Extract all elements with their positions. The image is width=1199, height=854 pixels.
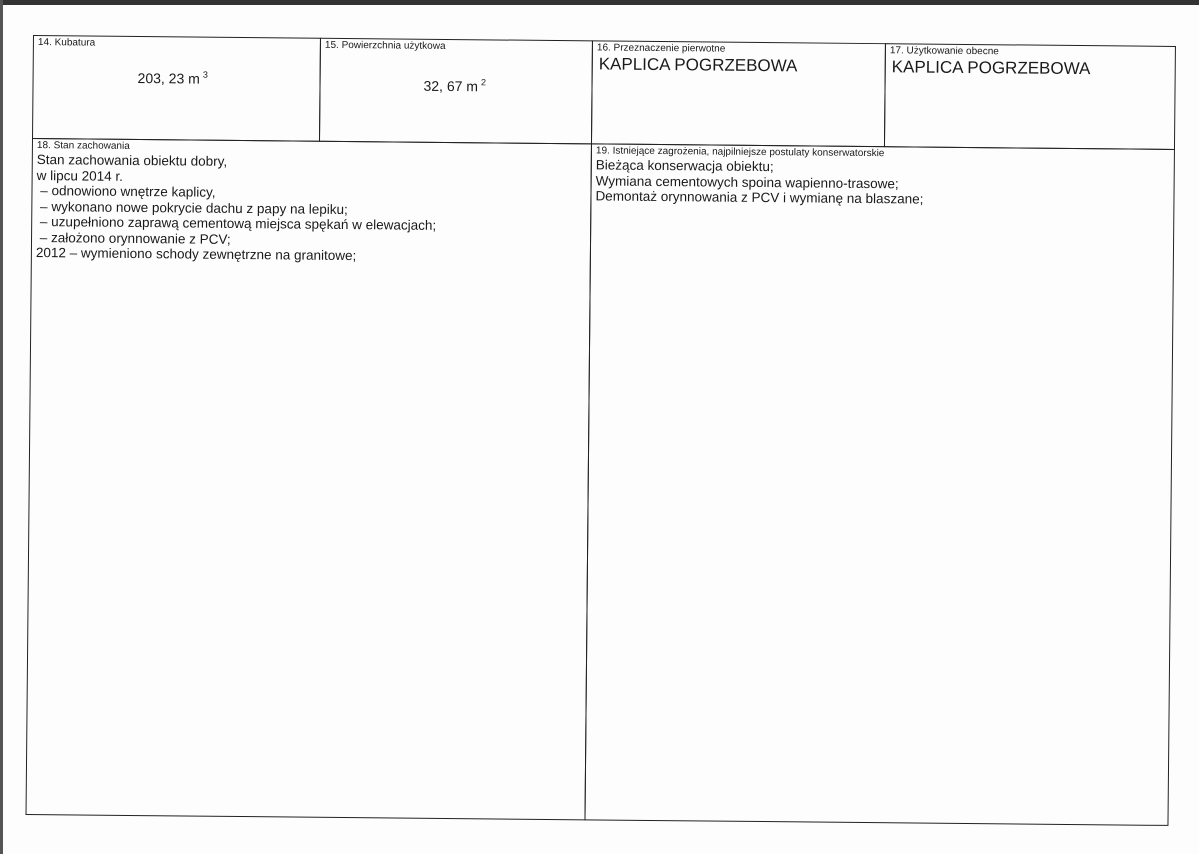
text-line: Bieżąca konserwacja obiektu; bbox=[595, 157, 774, 175]
text-line: 2012 – wymieniono schody zewnętrzne na granitowe; bbox=[35, 245, 357, 264]
field-zagrozenia bbox=[584, 143, 1174, 826]
field-value bbox=[423, 77, 486, 95]
unit-exponent: 3 bbox=[202, 69, 208, 80]
text-line: Demontaż orynnowania z PCV i wymianę na blaszane; bbox=[595, 188, 924, 207]
field-label: 19. Istniejące zagrożenia, najpilniejsze postulaty konserwatorskie bbox=[595, 145, 885, 160]
unit-exponent: 2 bbox=[481, 77, 487, 88]
text-line: – założono orynnowanie z PCV; bbox=[35, 229, 231, 247]
form-sheet bbox=[26, 35, 1176, 826]
field-kubatura bbox=[32, 35, 321, 142]
kubatura-value: 203, 23 m bbox=[137, 70, 200, 87]
field-uzytkowanie bbox=[884, 43, 1176, 150]
field-value bbox=[138, 69, 208, 87]
field-stan-zachowania bbox=[26, 138, 592, 820]
text-line: – uzupełniono zaprawą cementową miejsca spękań w elewacjach; bbox=[36, 214, 437, 233]
scan-top-edge bbox=[0, 0, 1199, 5]
text-line: Stan zachowania obiektu dobry, bbox=[36, 152, 228, 169]
field-value: KAPLICA POGRZEBOWA bbox=[598, 54, 798, 76]
field-label: 17. Użytkowanie obecne bbox=[889, 45, 999, 58]
scan-left-edge bbox=[0, 0, 3, 854]
field-powierzchnia bbox=[319, 38, 593, 145]
field-label: 15. Powierzchnia użytkowa bbox=[324, 39, 446, 52]
field-value: KAPLICA POGRZEBOWA bbox=[891, 57, 1091, 79]
text-line: Wymiana cementowych spoina wapienno-trasowe; bbox=[595, 172, 899, 191]
field-przeznaczenie bbox=[591, 40, 886, 147]
field-label: 16. Przeznaczenie pierwotne bbox=[596, 42, 726, 55]
text-line: – wykonano nowe pokrycie dachu z papy na lepiku; bbox=[36, 198, 348, 217]
powierzchnia-value: 32, 67 m bbox=[423, 77, 479, 95]
text-line: – odnowiono wnętrze kaplicy, bbox=[36, 183, 216, 200]
field-label: 14. Kubatura bbox=[37, 37, 96, 49]
field-label: 18. Stan zachowania bbox=[36, 140, 130, 152]
text-line: w lipcu 2014 r. bbox=[36, 167, 124, 184]
